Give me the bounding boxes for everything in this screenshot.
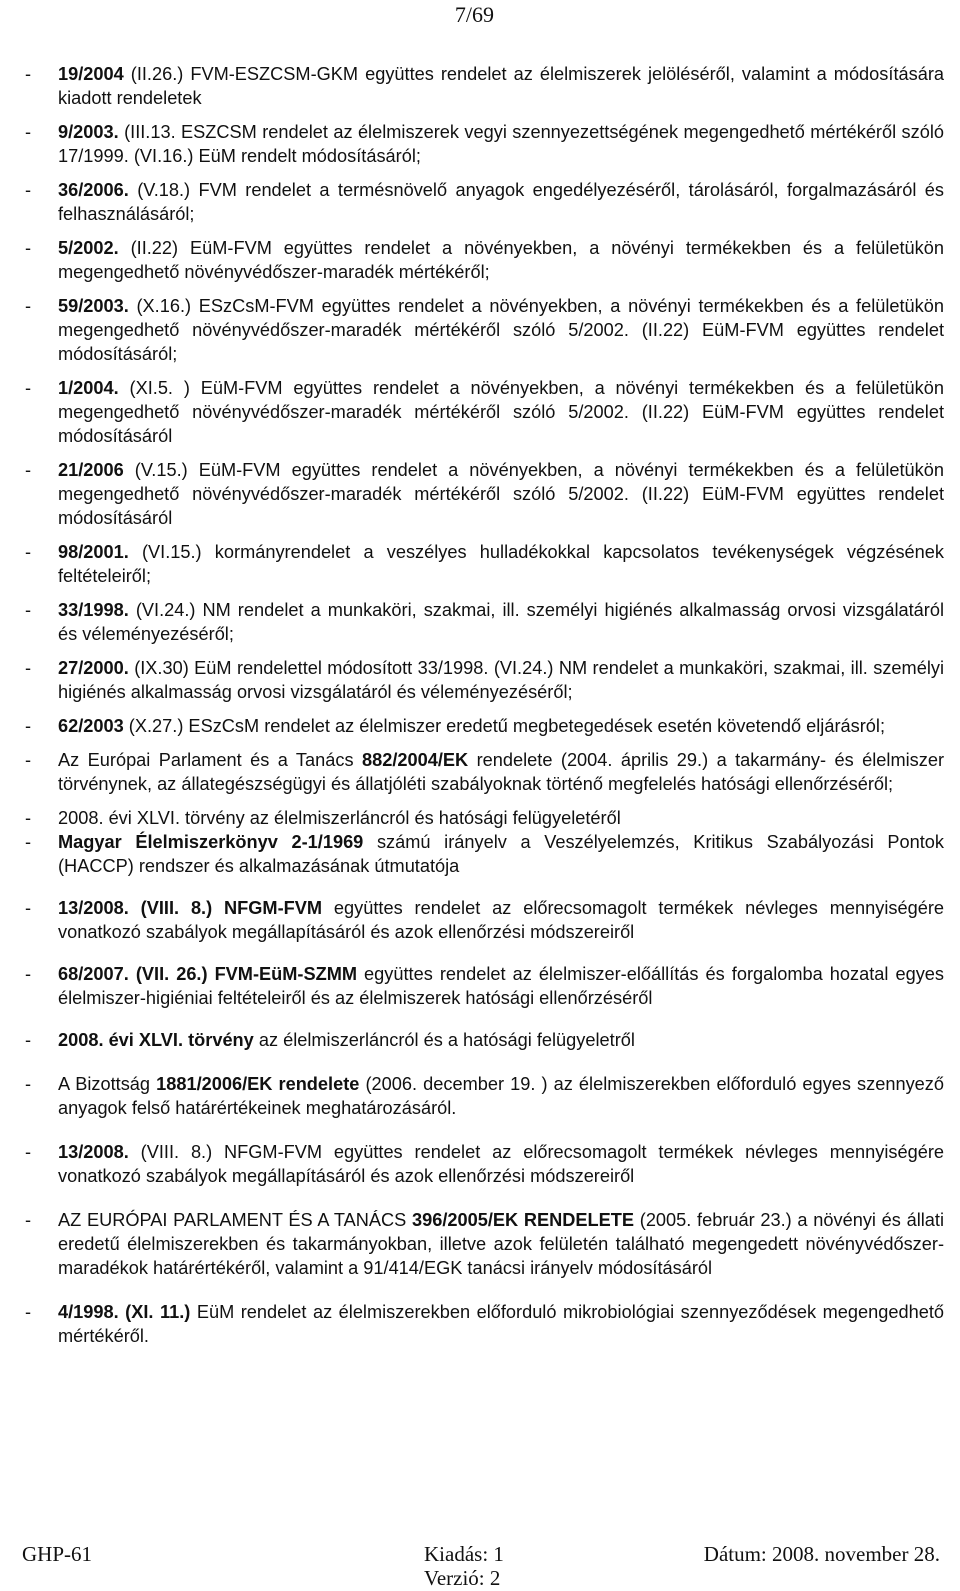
regulation-list [0, 62, 960, 1348]
list-item [0, 236, 960, 284]
footer-issue: Kiadás: 1 [424, 1542, 504, 1566]
list-item [0, 806, 960, 830]
list-item [0, 178, 960, 226]
regulation-id: 13/2008. [58, 1142, 129, 1162]
list-bullet: - [25, 296, 32, 316]
list-bullet: - [25, 122, 32, 142]
regulation-id: 1/2004. [58, 378, 119, 398]
regulation-text: (X.27.) ESzCsM rendelet az élelmiszer eredetű megbetegedések esetén követendő eljárásról; [123, 716, 885, 736]
list-item [0, 598, 960, 646]
list-bullet: - [25, 658, 32, 678]
regulation-id: 396/2005/EK RENDELETE [412, 1210, 635, 1230]
list-item [0, 294, 960, 366]
list-item [0, 376, 960, 448]
list-item [0, 1072, 960, 1120]
regulation-id: 21/2006 [58, 460, 124, 480]
list-item [0, 540, 960, 588]
list-bullet: - [25, 808, 32, 828]
regulation-id: 4/1998. (XI. 11.) [58, 1302, 191, 1322]
list-bullet: - [25, 1302, 32, 1322]
list-item [0, 120, 960, 168]
regulation-text: (2006. december 19. ) az élelmiszerekben előforduló egyes szennyező anyagok felső határértékeinek meghatározásáról. [58, 1074, 944, 1118]
regulation-id: 98/2001. [58, 542, 129, 562]
regulation-text: (XI.5. ) EüM-FVM együttes rendelet a növényekben, a növényi termékekben és a felületükön megengedhető növényvédőszer-maradék mértékéről szóló 5/2002. (II.22) EüM-FVM együttes rendelet módosításáról [58, 378, 944, 446]
list-item [0, 748, 960, 796]
list-item [0, 1140, 960, 1188]
list-item [0, 1208, 960, 1280]
regulation-text: EüM rendelet az élelmiszerekben előforduló mikrobiológiai szennyeződések megengedhető mértékéről. [58, 1302, 944, 1346]
list-item [0, 962, 960, 1010]
regulation-text: rendelete (2004. április 29.) a takarmány- és élelmiszer törvénynek, az állategészségügyi és állatjóléti szabályoknak történő megfelelés hatósági ellenőrzéséről; [58, 750, 945, 794]
page-footer [0, 1542, 960, 1589]
footer-version: Verzió: 2 [424, 1566, 501, 1590]
regulation-text: (III.13. ESZCSM rendelet az élelmiszerek vegyi szennyezettségének megengedhető mértékéről szóló 17/1999. (VI.16.) EüM rendelt módosításáról; [58, 122, 944, 166]
list-bullet: - [25, 1030, 32, 1050]
list-item [0, 830, 960, 878]
regulation-text: (IX.30) EüM rendelettel módosított 33/1998. (VI.24.) NM rendelet a munkaköri, szakmai, ill. személyi higiénés alkalmasság orvosi vizsgálatáról és véleményezéséről; [58, 658, 944, 702]
regulation-text: (II.26.) FVM-ESZCSM-GKM együttes rendelet az élelmiszerek jelöléséről, valamint a módosítására kiadott rendeletek [58, 64, 944, 108]
regulation-id: 882/2004/EK [362, 750, 469, 770]
regulation-text: (2005. február 23.) a növényi és állati eredetű élelmiszerekben és takarmányokban, illetve azok felületén található megengedett növényvédőszer-maradékok határértékéről, valamint a 91/414/EGK tanácsi irányelv módosításáról [58, 1210, 944, 1278]
list-bullet: - [25, 600, 32, 620]
regulation-text: AZ EURÓPAI PARLAMENT ÉS A TANÁCS [58, 1210, 412, 1230]
regulation-text: az élelmiszerláncról és a hatósági felügyeletről [253, 1030, 635, 1050]
regulation-id: 33/1998. [58, 600, 129, 620]
list-item [0, 1028, 960, 1052]
list-item [0, 896, 960, 944]
regulation-text: (VI.24.) NM rendelet a munkaköri, szakmai, ill. személyi higiénés alkalmasság orvosi vizsgálatáról és véleményezéséről; [58, 600, 944, 644]
regulation-id: 13/2008. (VIII. 8.) NFGM-FVM [58, 898, 323, 918]
regulation-text: együttes rendelet az előrecsomagolt termékek névleges mennyiségére vonatkozó szabályok megállapításáról és azok ellenőrzési módszereiről [58, 898, 944, 942]
regulation-id: 62/2003 [58, 716, 124, 736]
regulation-text: (V.15.) EüM-FVM együttes rendelet a növényekben, a növényi termékekben és a felületükön megengedhető növényvédőszer-maradék mértékéről szóló 5/2002. (II.22) EüM-FVM együttes rendelet módosításáról [58, 460, 944, 528]
list-bullet: - [25, 964, 32, 984]
list-bullet: - [25, 378, 32, 398]
regulation-text: számú irányelv a Veszélyelemzés, Kritikus Szabályozási Pontok (HACCP) rendszer és alkalmazásának útmutatója [58, 832, 944, 876]
regulation-id: 1881/2006/EK rendelete [156, 1074, 360, 1094]
list-item [0, 458, 960, 530]
regulation-id: 36/2006. [58, 180, 129, 200]
list-item [0, 62, 960, 110]
page-number: 7/69 [454, 2, 494, 27]
list-bullet: - [25, 1074, 32, 1094]
regulation-text: (VIII. 8.) NFGM-FVM együttes rendelet az előrecsomagolt termékek névleges mennyiségére vonatkozó szabályok megállapításáról és azok ellenőrzési módszereiről [58, 1142, 944, 1186]
list-bullet: - [25, 64, 32, 84]
footer-doc-code: GHP-61 [22, 1542, 93, 1566]
list-bullet: - [25, 898, 32, 918]
regulation-text: (VI.15.) kormányrendelet a veszélyes hulladékokkal kapcsolatos tevékenységek végzésének feltételeiről; [58, 542, 944, 586]
list-bullet: - [25, 180, 32, 200]
regulation-id: 68/2007. (VII. 26.) FVM-EüM-SZMM [58, 964, 358, 984]
list-bullet: - [25, 750, 32, 770]
regulation-id: 27/2000. [58, 658, 129, 678]
list-bullet: - [25, 1210, 32, 1230]
regulation-text: (II.22) EüM-FVM együttes rendelet a növényekben, a növényi termékekben és a felületükön megengedhető növényvédőszer-maradék mértékéről; [58, 238, 944, 282]
regulation-text: Az Európai Parlament és a Tanács [58, 750, 362, 770]
regulation-text: A Bizottság [58, 1074, 157, 1094]
regulation-id: Magyar Élelmiszerkönyv 2-1/1969 [58, 832, 364, 852]
list-bullet: - [25, 460, 32, 480]
regulation-id: 9/2003. [58, 122, 119, 142]
list-bullet: - [25, 1142, 32, 1162]
list-bullet: - [25, 832, 32, 852]
list-bullet: - [25, 542, 32, 562]
regulation-id: 59/2003. [58, 296, 129, 316]
footer-date: Dátum: 2008. november 28. [703, 1542, 940, 1566]
regulation-id: 19/2004 [58, 64, 124, 84]
list-item [0, 714, 960, 738]
regulation-text: együttes rendelet az élelmiszer-előállítás és forgalomba hozatal egyes élelmiszer-higiéniai feltételeiről és az élelmiszerek hatósági ellenőrzéséről [58, 964, 945, 1008]
list-bullet: - [25, 716, 32, 736]
regulation-text: (X.16.) ESzCsM-FVM együttes rendelet a növényekben, a növényi termékekben és a felületükön megengedhető növényvédőszer-maradék mértékéről szóló 5/2002. (II.22) EüM-FVM együttes rendelet módosításáról; [58, 296, 944, 364]
regulation-text: 2008. évi XLVI. törvény az élelmiszerláncról és hatósági felügyeletéről [58, 808, 621, 828]
list-bullet: - [25, 238, 32, 258]
list-item [0, 1300, 960, 1348]
regulation-text: (V.18.) FVM rendelet a termésnövelő anyagok engedélyezéséről, tárolásáról, forgalmazásáról és felhasználásáról; [58, 180, 944, 224]
regulation-id: 2008. évi XLVI. törvény [58, 1030, 254, 1050]
regulation-id: 5/2002. [58, 238, 119, 258]
list-item [0, 656, 960, 704]
